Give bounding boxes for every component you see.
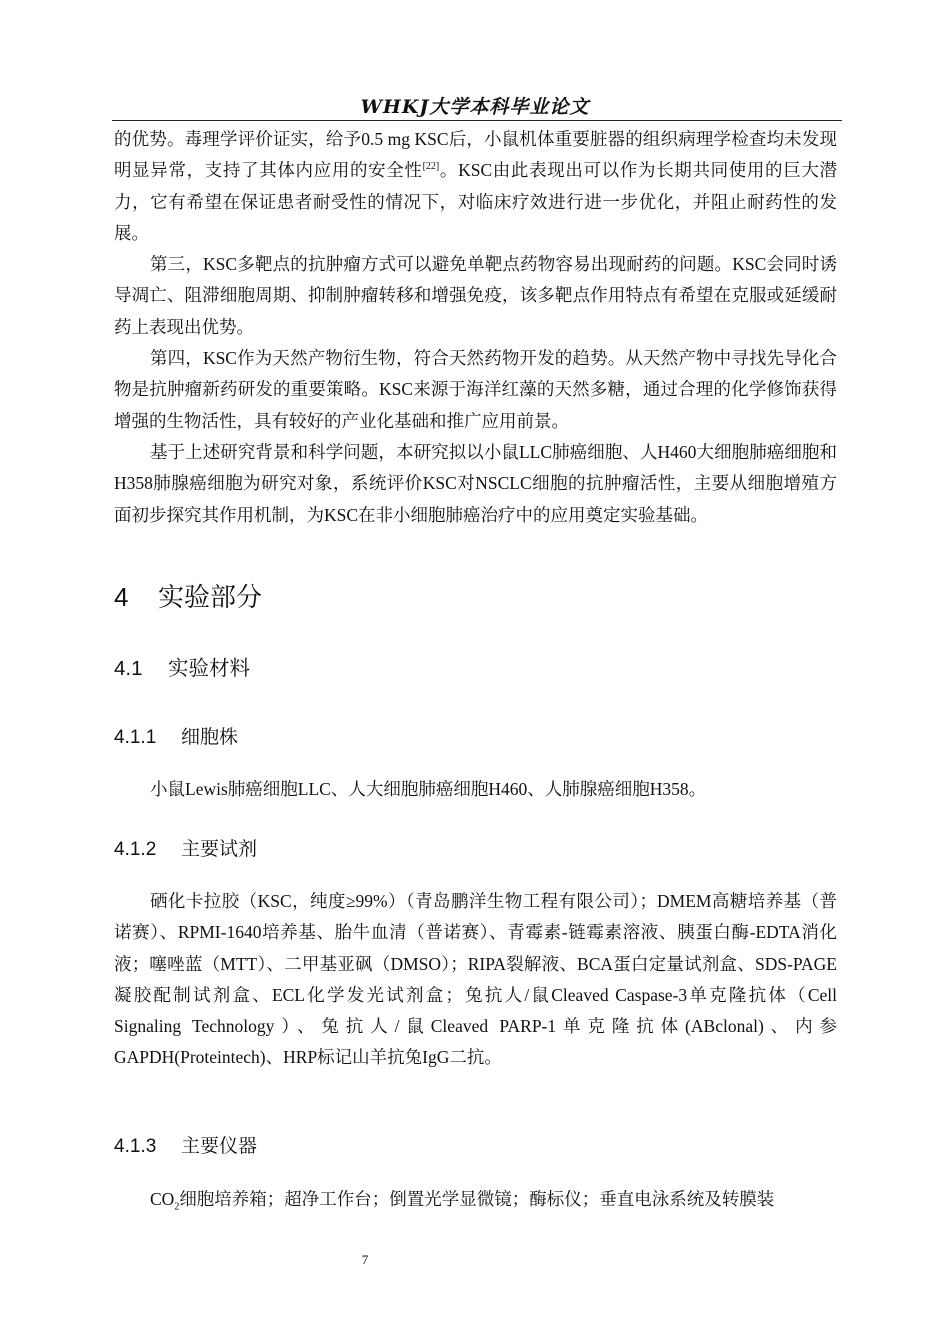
intro-paragraph-1-text-a: 的优势。毒理学评价证实，给予0.5 mg KSC后，小鼠机体重要脏器的组织病理学检查均未发现明显异常，支持了其体内应用的安全性 bbox=[114, 129, 837, 181]
section-4-1-1-number: 4.1.1 bbox=[114, 727, 157, 748]
section-4-1-2-title: 主要试剂 bbox=[181, 839, 258, 860]
instruments-subscript: 2 bbox=[174, 1201, 180, 1213]
section-4-1-3-title: 主要仪器 bbox=[181, 1136, 258, 1157]
instruments-block bbox=[114, 1184, 837, 1223]
page-number: 7 bbox=[361, 1252, 369, 1267]
section-4-1-3-heading bbox=[114, 1131, 257, 1158]
section-4-1-3-number: 4.1.3 bbox=[114, 1136, 157, 1157]
reagents-block bbox=[114, 886, 837, 1074]
section-4-1-2-number: 4.1.2 bbox=[114, 839, 157, 860]
intro-paragraph-2: 第三，KSC多靶点的抗肿瘤方式可以避免单靶点药物容易出现耐药的问题。KSC会同时诱导凋亡、阻滞细胞周期、抑制肿瘤转移和增强免疫，该多靶点作用特点有希望在克服或延缓耐药上表现出优势。 bbox=[114, 254, 837, 337]
section-4-heading bbox=[114, 577, 262, 614]
cell-lines-block bbox=[114, 774, 837, 805]
section-4-title: 实验部分 bbox=[158, 582, 263, 612]
intro-block bbox=[114, 124, 837, 531]
section-4-1-number: 4.1 bbox=[114, 657, 143, 680]
instruments-text-b: 细胞培养箱；超净工作台；倒置光学显微镜；酶标仪；垂直电泳系统及转膜装 bbox=[179, 1189, 775, 1209]
instruments-text-a: CO bbox=[150, 1189, 175, 1209]
section-4-number: 4 bbox=[114, 582, 129, 612]
cell-lines-paragraph: 小鼠Lewis肺癌细胞LLC、人大细胞肺癌细胞H460、人肺腺癌细胞H358。 bbox=[150, 779, 707, 799]
section-4-1-1-heading bbox=[114, 722, 238, 749]
section-4-1-1-title: 细胞株 bbox=[181, 727, 239, 748]
section-4-1-2-heading bbox=[114, 834, 257, 861]
reagents-paragraph: 硒化卡拉胶（KSC，纯度≥99%）（青岛鹏洋生物工程有限公司）；DMEM高糖培养基（普诺赛）、RPMI-1640培养基、胎牛血清（普诺赛）、青霉素-链霉素溶液、胰蛋白酶-EDTA消化液；噻唑蓝（MTT）、二甲基亚砜（DMSO）；RIPA裂解液、BCA蛋白定量试剂盒、SDS-PAGE凝胶配制试剂盒、ECL化学发光试剂盒；兔抗人/鼠Cleaved Caspase-3单克隆抗体（Cell Signaling Technology）、兔抗人/鼠Cleaved PARP-1单克隆抗体(ABclonal)、内参GAPDH(Proteintech)、HRP标记山羊抗兔IgG二抗。 bbox=[114, 891, 837, 1068]
intro-paragraph-3: 第四，KSC作为天然产物衍生物，符合天然药物开发的趋势。从天然产物中寻找先导化合物是抗肿瘤新药研发的重要策略。KSC来源于海洋红藻的天然多糖，通过合理的化学修饰获得增强的生物活性，具有较好的产业化基础和推广应用前景。 bbox=[114, 348, 837, 431]
intro-paragraph-4: 基于上述研究背景和科学问题，本研究拟以小鼠LLC肺癌细胞、人H460大细胞肺癌细胞和H358肺腺癌细胞为研究对象，系统评价KSC对NSCLC细胞的抗肿瘤活性，主要从细胞增殖方面初步探究其作用机制，为KSC在非小细胞肺癌治疗中的应用奠定实验基础。 bbox=[114, 441, 837, 525]
section-4-1-heading bbox=[114, 651, 250, 681]
citation-22[interactable]: [22] bbox=[422, 161, 440, 173]
header-divider bbox=[112, 120, 842, 121]
running-header-title: WHKJ大学本科毕业论文 bbox=[360, 96, 590, 118]
intro-paragraph-1-text-b: 。KSC由此表现出可以作为长期共同使用的巨大潜力，它有希望在保证患者耐受性的情况下，对临床疗效进行进一步优化，并阻止耐药性的发展。 bbox=[114, 160, 838, 243]
intro-paragraph-1 bbox=[114, 124, 837, 249]
instruments-paragraph bbox=[114, 1184, 837, 1223]
section-4-1-title: 实验材料 bbox=[168, 657, 250, 680]
